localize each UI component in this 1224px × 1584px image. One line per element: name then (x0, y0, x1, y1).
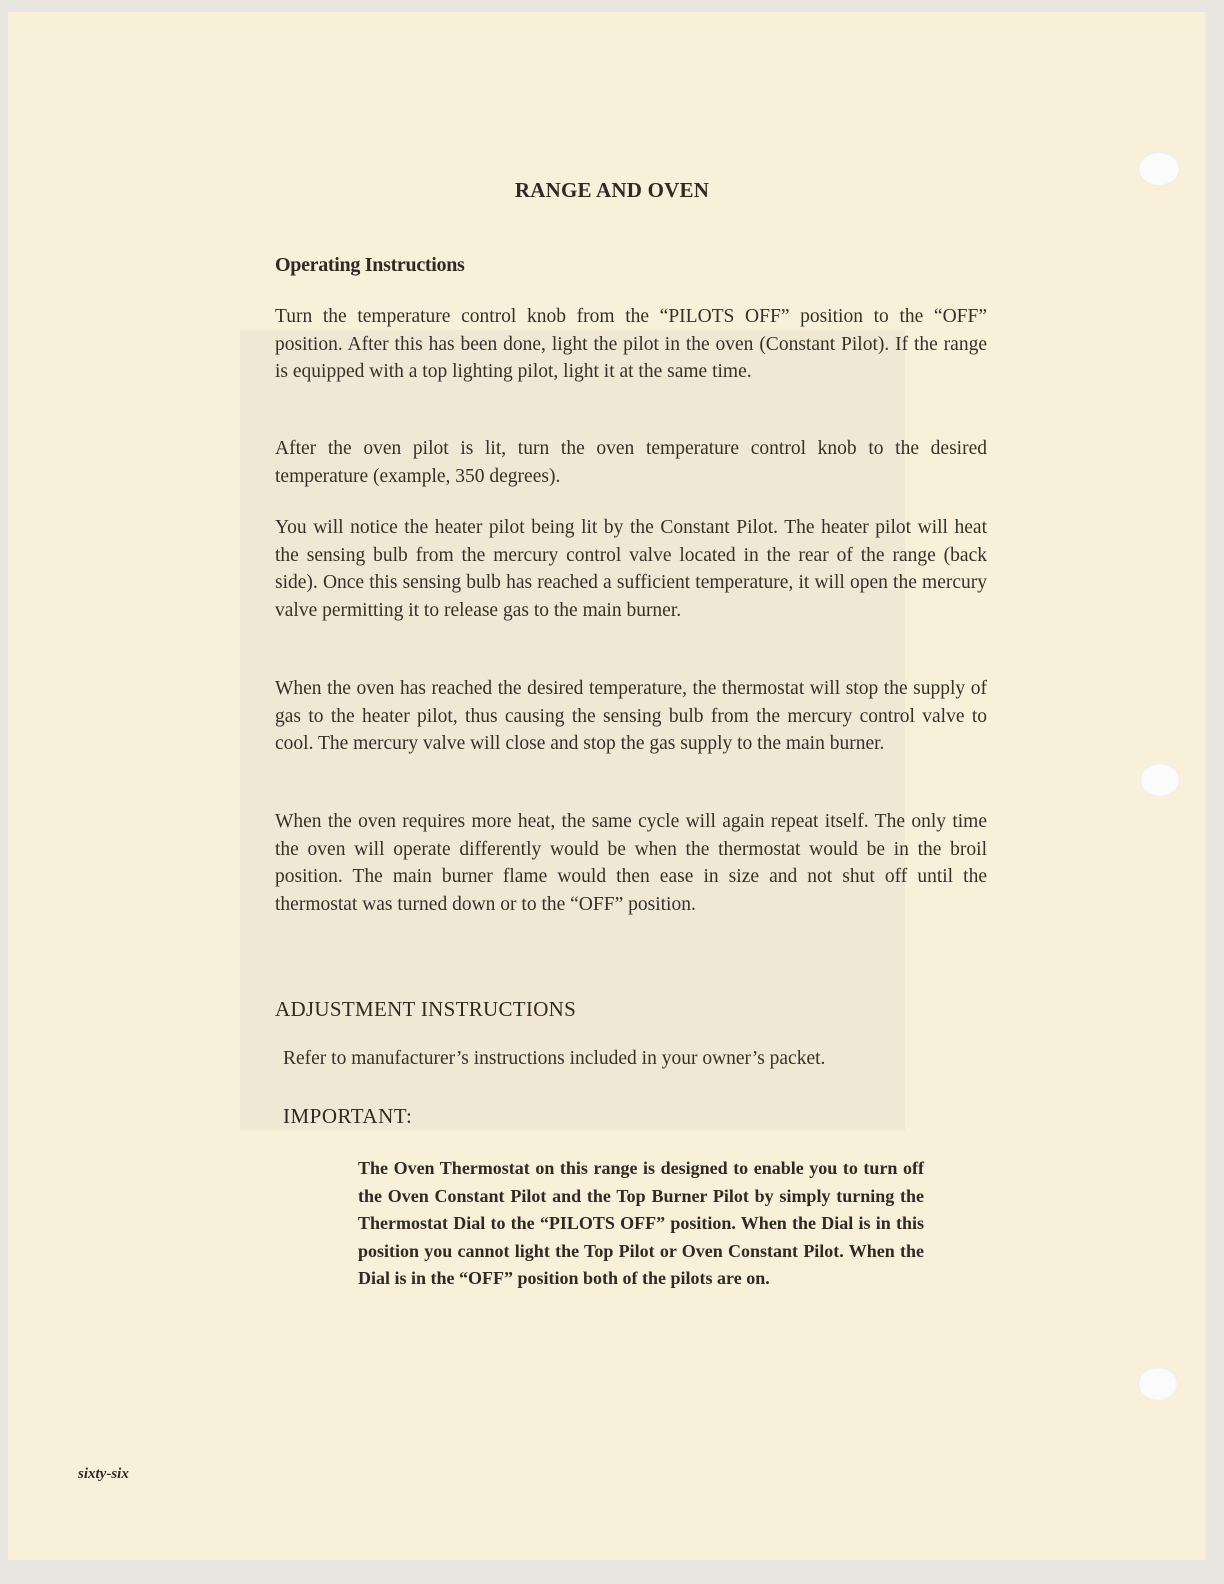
important-label: IMPORTANT: (283, 1104, 413, 1128)
binder-hole-middle (1140, 763, 1180, 797)
operating-paragraph-2: After the oven pilot is lit, turn the oven temperature control knob to the desired temperature (example, 350 degrees). (275, 438, 987, 487)
operating-instructions-heading: Operating Instructions (275, 254, 465, 276)
adjustment-instructions-text: Refer to manufacturer’s instructions included in your owner’s packet. (283, 1048, 826, 1069)
page-number: sixty-six (78, 1466, 129, 1482)
operating-paragraph-4: When the oven has reached the desired temperature, the thermostat will stop the supply of gas to the heater pilot, thus causing the sensing bulb from the mercury control valve to cool. The mercury valve will close and stop the gas supply to the main burner. (275, 678, 987, 754)
important-note: The Oven Thermostat on this range is designed to enable you to turn off the Oven Constant Pilot and the Top Burner Pilot by simply turning the Thermostat Dial to the “PILOTS OFF” position. When the Dial is in this position you cannot light the Top Pilot or Oven Constant Pilot. When the Dial is in the “OFF” position both of the pilots are on. (358, 1158, 924, 1289)
operating-paragraph-1: Turn the temperature control knob from the “PILOTS OFF” position to the “OFF” position. After this has been done, light the pilot in the oven (Constant Pilot). If the range is equipped with a top lighting pilot, light it at the same time. (275, 306, 987, 382)
operating-paragraph-3: You will notice the heater pilot being lit by the Constant Pilot. The heater pilot will heat the sensing bulb from the mercury control valve located in the rear of the range (back side). Once this sensing bulb has reached a sufficient temperature, it will open the mercury valve permitting it to release gas to the main burner. (275, 517, 987, 621)
adjustment-instructions-heading: ADJUSTMENT INSTRUCTIONS (275, 997, 577, 1021)
binder-hole-bottom (1138, 1367, 1178, 1401)
page-title: RANGE AND OVEN (514, 178, 710, 202)
operating-paragraph-5: When the oven requires more heat, the same cycle will again repeat itself. The only time the oven will operate differently would be when the thermostat would be in the broil position. The main burner flame would then ease in size and not shut off until the thermostat was turned down or to the “OFF” position. (275, 811, 987, 915)
